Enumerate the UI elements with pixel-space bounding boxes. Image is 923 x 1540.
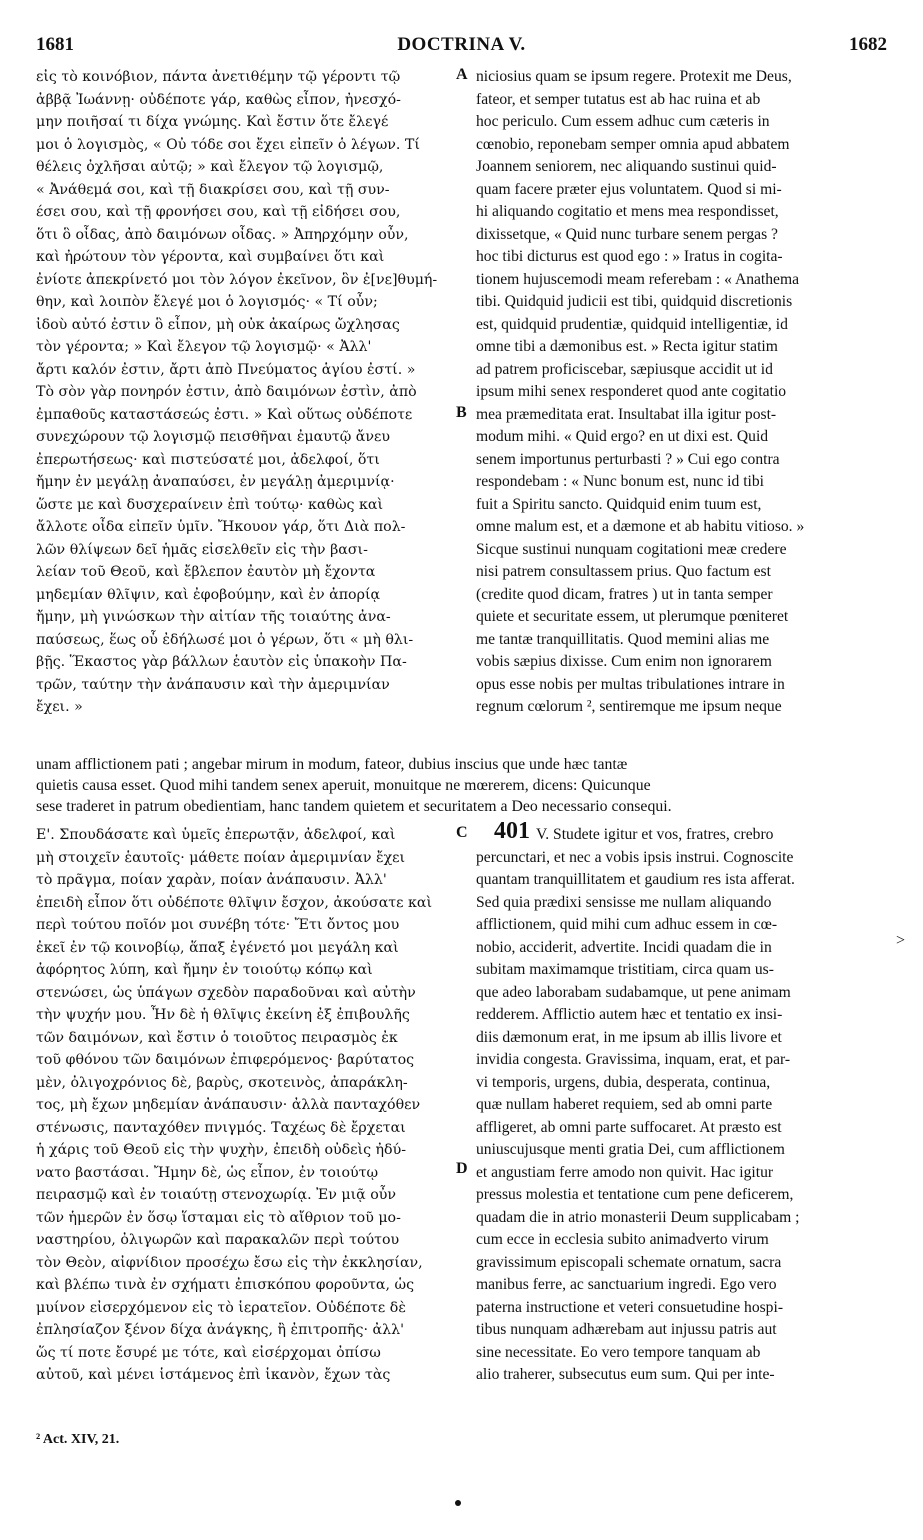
text-line: λείαν τοῦ Θεοῦ, καὶ ἔβλεπον ἐαυτὸν μὴ ἔχοντα	[36, 564, 376, 580]
text-line: modum mihi. « Quid ergo? en ut dixi est. Quid	[476, 428, 769, 445]
text-line: ναστηρίου, ὀλιγωρῶν καὶ παρακαλῶν περὶ τούτου	[36, 1232, 400, 1248]
text-line: καὶ βλέπω τινὰ ἐν σχήματι ἐπισκόπου φοροῦντα, ὡς	[36, 1277, 415, 1293]
latin-full-width-paragraph	[36, 754, 888, 817]
text-line: πειρασμῷ καὶ ἐν τοιαύτῃ στενοχωρίᾳ. Ἐν μιᾷ οὖν	[36, 1187, 397, 1203]
text-line: ipsum mihi senex responderet quod ante cogitatio	[476, 383, 787, 400]
footnote: ² Act. XIV, 21.	[36, 1432, 120, 1447]
text-line: et angustiam ferre amodo non quivit. Hac igitur	[476, 1163, 774, 1181]
text-line: θην, καὶ λοιπὸν ἔλεγέ μοι ὁ λογισμός· « Τί οὖν;	[36, 294, 378, 310]
side-mark: >	[896, 932, 906, 949]
text-line: Τὸ σὸν γὰρ πονηρόν ἐστιν, ἀπὸ δαιμόνων ἐστὶν, ἀπὸ	[36, 384, 417, 400]
text-line: ἐμπαθοῦς καταστάσεώς ἐστι. » Καὶ οὕτως οὐδέποτε	[36, 406, 413, 423]
margin-marker-b: B	[456, 404, 467, 421]
page-header	[36, 34, 887, 62]
text-line: omne tibi a dæmonibus est. » Recta igitur statim	[476, 338, 778, 355]
text-line: ἀφόρητος λύπη, καὶ ἤμην ἐν τοιούτῳ κόπῳ καὶ	[36, 962, 373, 978]
text-line: mea præmeditata erat. Insultabat illa igitur post-	[476, 405, 777, 423]
text-line: percunctari, et nec a vobis ipsis instrui. Cognoscite	[476, 848, 794, 866]
text-line: μοι ὁ λογισμὸς, « Οὐ τόδε σοι ἔχει εἰπεῖν ὁ λέγων. Τί	[36, 136, 420, 153]
margin-marker-d: D	[456, 1160, 468, 1177]
text-line: manibus ferre, ac sanctuarium ingredi. Ego vero	[476, 1276, 777, 1293]
text-line: que adeo laborabam sudabamque, ut pene animam	[476, 983, 791, 1001]
text-line: Sed quia prædixi sensisse me nullam aliquando	[476, 893, 772, 911]
text-line: εἰς τὸ κοινόβιον, πάντα ἀνετιθέμην τῷ γέροντι τῷ	[36, 69, 401, 85]
text-line: ἐνίοτε ἀπεκρίνετό μοι τὸν λόγον ἐκεῖνον, ὃν ἐ[νε]θυμή-	[36, 271, 438, 288]
text-line: cœnobio, reponebam semper omnia apud abbatem	[476, 135, 790, 153]
text-line: Joannem seniorem, nec aliquando sustinui quid-	[476, 158, 777, 175]
text-line: ἤμην, μὴ γινώσκων τὴν αἰτίαν τῆς τοιαύτης ἀνα-	[36, 609, 391, 625]
text-line: ἐπερωτήσεως· καὶ πιστεύσατέ μοι, ἀδελφοί, ὅτι	[36, 451, 380, 468]
text-line: ad patrem proficiscebar, sæpiusque accidit ut id	[476, 360, 773, 378]
text-line: τοῦ φθόνου τῶν δαιμόνων ἐπιφερόμενος· βαρύτατος	[36, 1052, 415, 1068]
greek-column-bottom	[36, 824, 454, 1387]
text-line: τὸν γέροντα; » Καὶ ἔλεγον τῷ λογισμῷ· « Ἀλλ'	[36, 339, 372, 355]
text-line: μην ποιῆσαί τι δίχα γνώμης. Καὶ ἔστιν ὅτε ἔλεγέ	[36, 114, 389, 130]
text-line: ἤμην ἐν μεγάλῃ ἀναπαύσει, ἐν μεγάλῃ ἀμεριμνίᾳ·	[36, 474, 395, 490]
text-line: παύσεως, ἕως οὗ ἐδήλωσέ μοι ὁ γέρων, ὅτι « μὴ θλι-	[36, 631, 414, 648]
text-line: Sicque sustinui nunquam cogitationi meæ credere	[476, 540, 787, 558]
text-line: Ε'. Σπουδάσατε καὶ ὑμεῖς ἐπερωτᾷν, ἀδελφοί, καὶ	[36, 827, 396, 843]
text-line: regnum cœlorum ², sentiremque me ipsum neque	[476, 698, 782, 715]
text-line: ὥς τί ποτε ἔσυρέ με τότε, καὶ εἰσέρχομαι ὀπίσω	[36, 1344, 381, 1361]
text-line: συνεχώρουν τῷ λογισμῷ πεισθῆναι ἐμαυτῷ ἄνευ	[36, 429, 390, 445]
text-line: θέλεις ὀχλῆσαι αὐτῷ; » καὶ ἔλεγον τῷ λογισμῷ,	[36, 159, 384, 175]
text-line: V. Studete igitur et vos, fratres, crebro	[536, 826, 774, 843]
text-line: alio traherer, subsecutus eum sum. Qui per inte-	[476, 1366, 775, 1383]
text-line: vi temporis, urgens, dubia, desperata, continua,	[476, 1073, 771, 1091]
text-line: quantam tranquillitatem et gaudium res ista afferat.	[476, 871, 795, 888]
text-line: έσει σου, καὶ τῇ φρονήσει σου, καὶ τῇ εἰδήσει σου,	[36, 204, 401, 220]
running-title: DOCTRINA V.	[397, 34, 526, 55]
text-line: opus esse nobis per multas tribulationes intrare in	[476, 675, 785, 693]
text-line: βῇς. Ἕκαστος γὰρ βάλλων ἑαυτὸν εἰς ὑπακοὴν Πα-	[36, 654, 407, 670]
text-line: tionem hujuscemodi meam referebam : « Anathema	[476, 270, 800, 288]
section-number: 401	[494, 818, 530, 844]
page-number-right: 1682	[849, 34, 887, 55]
text-line: τῶν δαιμόνων, καὶ ἔστιν ὁ τοιοῦτος πειρασμὸς ἐκ	[36, 1029, 398, 1046]
text-line: (credite quod dicam, fratres ) ut in tanta semper	[476, 585, 773, 603]
text-line: μηδεμίαν θλῖψιν, καὶ ἐφοβούμην, καὶ ἐν ἀπορίᾳ	[36, 586, 381, 603]
text-line: subitam maximamque tristitiam, circa quam us-	[476, 961, 774, 978]
text-line: uniuscujusque menti gratia Dei, cum afflictionem	[476, 1141, 785, 1158]
text-line: ἰδοὺ αὐτό ἐστιν ὃ εἶπον, μὴ οὐκ ἀκαίρως ὤχλησας	[36, 316, 400, 333]
text-line: μὴ στοιχεῖν ἑαυτοῖς· μάθετε ποίαν ἀμεριμνίαν ἔχει	[36, 849, 406, 866]
text-line: τῶν ἡμερῶν ἐν ὅσῳ ἵσταμαι εἰς τὸ αἴθριον τοῦ μο-	[36, 1209, 401, 1226]
text-line: « Ἀνάθεμά σοι, καὶ τῇ διακρίσει σου, καὶ τῇ συν-	[36, 181, 390, 198]
text-line: niciosius quam se ipsum regere. Protexit me Deus,	[476, 68, 792, 85]
greek-column-top	[36, 66, 454, 719]
text-line: νατο βαστάσαι. Ἤμην δὲ, ὡς εἶπον, ἐν τοιούτῳ	[36, 1164, 379, 1181]
margin-marker-a: A	[456, 66, 468, 83]
text-line: quadam die in atrio monasterii Deum supplicabam ;	[476, 1208, 800, 1226]
text-line: ἄλλοτε οἶδα εἰπεῖν ὑμῖν. Ἤκουον γάρ, ὅτι Διὰ πολ-	[36, 519, 406, 535]
text-line: unam afflictionem pati ; angebar mirum in modum, fateor, dubius inscius que unde hæc tantæ	[36, 756, 628, 773]
margin-marker-c: C	[456, 824, 468, 841]
text-line: affligeret, ab omni parte suffocaret. At præsto est	[476, 1118, 782, 1136]
text-line: me tantæ tranquillitatis. Quod memini alias me	[476, 630, 770, 648]
text-line: τὸν Θεὸν, αἰφνίδιον προσέχω ἔσω εἰς τὴν ἐκκλησίαν,	[36, 1254, 423, 1271]
text-line: quam facere præter ejus voluntatem. Quod si mi-	[476, 180, 782, 198]
text-line: nisi patrem consultassem prius. Quo factum est	[476, 563, 771, 580]
text-line: ὥστε με καὶ δυσχεραίνειν ἐπὶ τούτῳ· καθὼς καὶ	[36, 496, 384, 513]
text-line: hoc tibi dicturus est quod ego : » Iratus in cogita-	[476, 248, 783, 265]
text-line: nobio, acciderit, advertite. Incidi quadam die in	[476, 938, 772, 956]
text-line: τρῶν, ταύτην τὴν ἀνάπαυσιν καὶ τὴν ἀμεριμνίαν	[36, 676, 390, 693]
text-line: vobis sæpius dixisse. Cum enim non ignorarem	[476, 653, 772, 670]
text-line: senem importunus perturbasti ? » Cui ego contra	[476, 450, 780, 468]
text-line: λῶν θλίψεων δεῖ ἡμᾶς εἰσελθεῖν εἰς τὴν βασι-	[36, 541, 368, 558]
text-line: μὲν, ὀλιγοχρόνιος δὲ, βαρὺς, σκοτεινὸς, ἀπαράκλη-	[36, 1074, 408, 1091]
text-line: fateor, et semper tutatus est ab hac ruina et ab	[476, 90, 761, 108]
text-line: περὶ τούτου ποῖόν μοι συνέβη τότε· Ἔτι ὄντος μου	[36, 917, 400, 933]
text-line: ἄρτι καλόν ἐστιν, ἄρτι ἀπὸ Πνεύματος ἁγίου ἐστί. »	[36, 361, 416, 378]
text-line: τος, μὴ ἔχων μηδεμίαν ἀνάπαυσιν· ἀλλὰ πανταχόθεν	[36, 1097, 421, 1113]
page-number-left: 1681	[36, 34, 74, 55]
text-line: omne malum est, et a dæmone et ab habitu vitioso. »	[476, 518, 805, 535]
text-line: redderem. Afflictio autem hæc et tentatio ex insi-	[476, 1006, 783, 1023]
text-line: ἐκεῖ ἐν τῷ κοινοβίῳ, ἅπαξ ἐγένετό μοι μεγάλη καὶ	[36, 939, 399, 956]
text-line: ἡ χάρις τοῦ Θεοῦ εἰς τὴν ψυχὴν, ἐπειδὴ οὐδεὶς ἠδύ-	[36, 1142, 407, 1158]
text-line: diis dæmonum erat, in me ipsum ab illis livore et	[476, 1028, 782, 1046]
text-line: στενώσει, ὡς ὑπάγων σχεδὸν παραδοῦναι καὶ αὐτὴν	[36, 984, 416, 1001]
text-line: tibi. Quidquid judicii est tibi, quidquid discretionis	[476, 293, 793, 310]
text-line: τὴν ψυχήν μου. Ἦν δὲ ἡ θλῖψις ἐκείνη ἐξ ἐπιβουλῆς	[36, 1007, 410, 1023]
text-line: καὶ ἠρώτουν τὸν γέροντα, καὶ συμβαίνει ὅτι καὶ	[36, 249, 385, 265]
text-line: invidia congesta. Gravissima, inquam, erat, et par-	[476, 1051, 791, 1068]
text-line: fuit a Spiritu sancto. Quidquid enim tuum est,	[476, 495, 762, 513]
text-line: hi aliquando cogitatio et mens mea respondisset,	[476, 203, 779, 220]
text-line: στένωσις, πανταχόθεν πνιγμός. Ταχέως δὲ ἔρχεται	[36, 1119, 406, 1136]
text-line: ἐπλησίαζον ξένον δίχα ἀνάγκης, ἢ ἐπιτροπῆς· ἀλλ'	[36, 1322, 404, 1338]
text-line: ἔχει. »	[36, 699, 83, 715]
text-line: gravissimum episcopali schemate ornatum, sacra	[476, 1253, 782, 1271]
text-line: dixissetque, « Quid nunc turbare senem pergas ?	[476, 225, 778, 243]
text-line: hoc periculo. Cum essem adhuc cum cæteris in	[476, 113, 770, 130]
text-line: cum ecce in ecclesia subito animadverto virum	[476, 1231, 769, 1248]
text-line: μυίνον εἰσερχόμενον εἰς τὸ ἱερατεῖον. Οὐδέποτε δὲ	[36, 1299, 406, 1316]
text-line: sese traderet in patrum obedientiam, hanc tandem quietem et securitatem a Deo necessario consequi.	[36, 798, 672, 815]
text-line: ὅτι ὃ οἶδας, ἀπὸ δαιμόνων οἶδας. » Ἀπηρχόμην οὖν,	[36, 226, 409, 243]
latin-column-bottom	[476, 824, 888, 1387]
text-line: quietis causa esset. Quod mihi tandem senex aperuit, monuitque ne mœrerem, dicens: Quicunque	[36, 777, 651, 794]
text-line: αὐτοῦ, καὶ μένει ἱστάμενος ἐπὶ ἱκανὸν, ἔχων τὰς	[36, 1367, 391, 1383]
text-line: τὸ πρᾶγμα, ποίαν χαρὰν, ποίαν ἀνάπαυσιν. Ἀλλ'	[36, 872, 387, 888]
text-line: quæ nullam haberet requiem, sed ab omni parte	[476, 1096, 773, 1113]
text-line: respondebam : « Nunc bonum est, nunc id tibi	[476, 473, 765, 490]
text-line: paterna instructione et veteri consuetudine hospi-	[476, 1298, 784, 1316]
latin-column-top	[476, 66, 888, 719]
ink-dot	[455, 1500, 461, 1506]
text-line: est, quidquid prudentiæ, quidquid intelligentiæ, id	[476, 315, 788, 333]
text-line: quiete et securitate essem, ut plerumque pœniteret	[476, 608, 789, 625]
text-line: ἀββᾷ Ἰωάννῃ· οὐδέποτε γάρ, καθὼς εἶπον, ἠνεσχό-	[36, 91, 401, 108]
text-line: tibus nunquam adhærebam aut injussu patris aut	[476, 1321, 777, 1338]
text-line: ἐπειδὴ εἶπον ὅτι οὐδέποτε θλῖψιν ἔσχον, ἀκούσατε καὶ	[36, 894, 433, 911]
text-line: sine necessitate. Eo vero tempore tanquam ab	[476, 1343, 761, 1361]
text-line: afflictionem, quid mihi cum adhuc essem in cœ-	[476, 916, 778, 933]
text-line: pressus molestia et tentatione cum pene deficerem,	[476, 1186, 794, 1203]
